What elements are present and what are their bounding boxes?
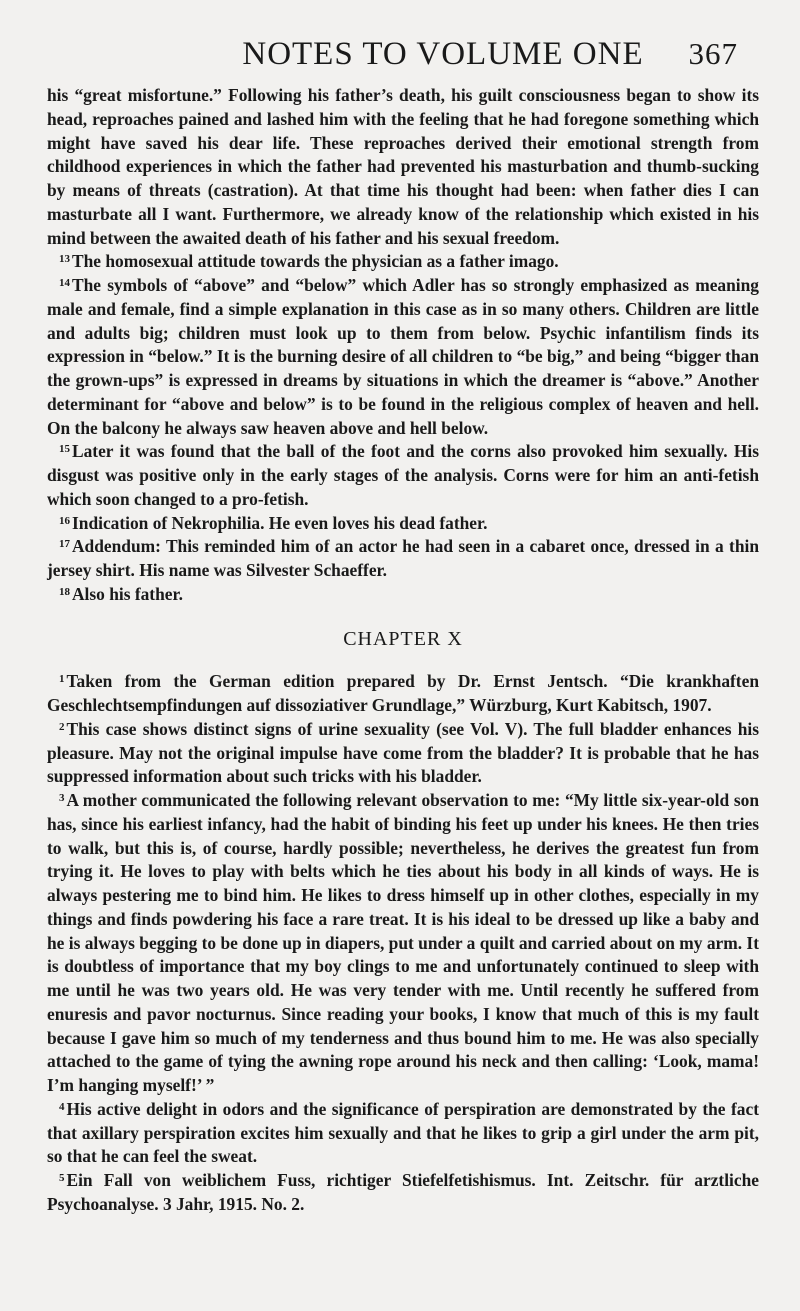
- footnote-number: 14: [59, 277, 70, 289]
- footnote-text: A mother communicated the following relevant observation to me: “My little six-year-old son has, since his earliest infancy, had the habit of binding his feet up under his knees. He then tries to walk, but this is, of course, hardly possible; nevertheless, he derives the greatest fun from trying it. He loves to play with belts which he ties about his body in all kinds of ways. He is always pestering me to bind him. He likes to dress himself up in other clothes, especially in my things and finds powdering his face a rare treat. It is his ideal to be dressed up like a baby and he is always begging to be done up in diapers, put under a quilt and carried about on my arm. It is doubtless of importance that my boy clings to me and unfortunately continued to sleep with me until he was two years old. He was very tender with me. Until recently he suffered from enuresis and pavor nocturnus. Since reading your books, I know that much of this is my fault because I gave him so much of my tenderness and thus bound him to me. He was also specially attached to the game of tying the awning rope around his neck and then calling: ‘Look, mama! I’m hanging myself!’ ”: [47, 790, 759, 1095]
- footnote-text: His active delight in odors and the significance of perspiration are demonstrated by the fact that axillary perspiration excites him sexually and that he likes to grip a girl under the arm pit, so that he can feel the sweat.: [47, 1098, 759, 1167]
- footnote-number: 2: [59, 720, 65, 733]
- footnote-3: [47, 789, 759, 1098]
- footnote-number: 4: [59, 1100, 65, 1113]
- footnote-number: 18: [59, 585, 70, 598]
- footnote-number: 5: [59, 1172, 65, 1184]
- footnote-17: [47, 535, 759, 583]
- footnote-5: [47, 1169, 759, 1217]
- footnote-4: [47, 1098, 759, 1169]
- running-title: NOTES TO VOLUME ONE: [242, 36, 644, 72]
- page-number: 367: [688, 36, 738, 71]
- continuation-paragraph: his “great misfortune.” Following his father’s death, his guilt consciousness began to show its head, reproaches pained and lashed him with the feeling that he had foregone something which might have saved his dear life. These reproaches derived their emotional strength from childhood experiences in which the father had prevented his masturbation and thumb-sucking by means of threats (castration). At that time his thought had been: when father dies I can masturbate all I want. Furthermore, we already know of the relationship which existed in his mind between the awaited death of his father and his sexual freedom.: [47, 85, 759, 248]
- footnote-text: Taken from the German edition prepared by Dr. Ernst Jentsch. “Die krankhaften Geschlechtsempfindungen auf dissoziativer Grundlage,” Würzburg, Kurt Kabitsch, 1907.: [47, 671, 759, 715]
- footnote-15: [47, 440, 759, 511]
- footnote-number: 16: [59, 514, 70, 527]
- footnote-text: Indication of Nekrophilia. He even loves his dead father.: [72, 512, 488, 533]
- footnote-number: 17: [59, 538, 70, 551]
- footnote-16: [47, 512, 759, 536]
- footnote-text: Also his father.: [72, 583, 183, 604]
- footnote-1: [47, 670, 759, 718]
- footnote-13: [47, 250, 759, 274]
- footnote-text: This case shows distinct signs of urine sexuality (see Vol. V). The full bladder enhances his pleasure. May not the original impulse have come from the bladder? It is probable that he has suppressed information about such tricks with his bladder.: [47, 718, 759, 787]
- footnote-text: The homosexual attitude towards the physician as a father imago.: [72, 251, 559, 272]
- chapter-heading: CHAPTER X: [343, 627, 463, 650]
- footnote-text: Ein Fall von weiblichem Fuss, richtiger Stiefelfetishismus. Int. Zeitschr. für arztliche Psychoanalyse. 3 Jahr, 1915. No. 2.: [47, 1170, 759, 1214]
- footnote-number: 3: [59, 792, 65, 804]
- footnote-text: The symbols of “above” and “below” which Adler has so strongly emphasized as meaning male and female, find a simple explanation in this case as in so many others. Children are little and adults big; children must look up to them from below. Psychic infantilism finds its expression in “below.” It is the burning desire of all children to “be big,” and being “bigger than the grown-ups” is expressed in dreams by situations in which the dreamer is “above.” Another determinant for “above and below” is to be found in the religious complex of heaven and hell. On the balcony he always saw heaven above and hell below.: [47, 275, 759, 438]
- footnote-text: Later it was found that the ball of the foot and the corns also provoked him sexually. His disgust was positive only in the early stages of the analysis. Corns were for him an anti-fetish which soon changed to a pro-fetish.: [47, 441, 759, 509]
- footnote-14: [47, 274, 759, 440]
- running-header: [148, 34, 738, 74]
- footnote-text: Addendum: This reminded him of an actor he had seen in a cabaret once, dressed in a thin jersey shirt. His name was Silvester Schaeffer.: [47, 536, 759, 580]
- footnote-number: 13: [59, 253, 70, 266]
- footnote-number: 15: [59, 443, 70, 456]
- notes-body: [47, 84, 759, 1217]
- footnote-number: 1: [59, 673, 65, 686]
- footnote-2: [47, 718, 759, 789]
- footnote-18: [47, 583, 759, 607]
